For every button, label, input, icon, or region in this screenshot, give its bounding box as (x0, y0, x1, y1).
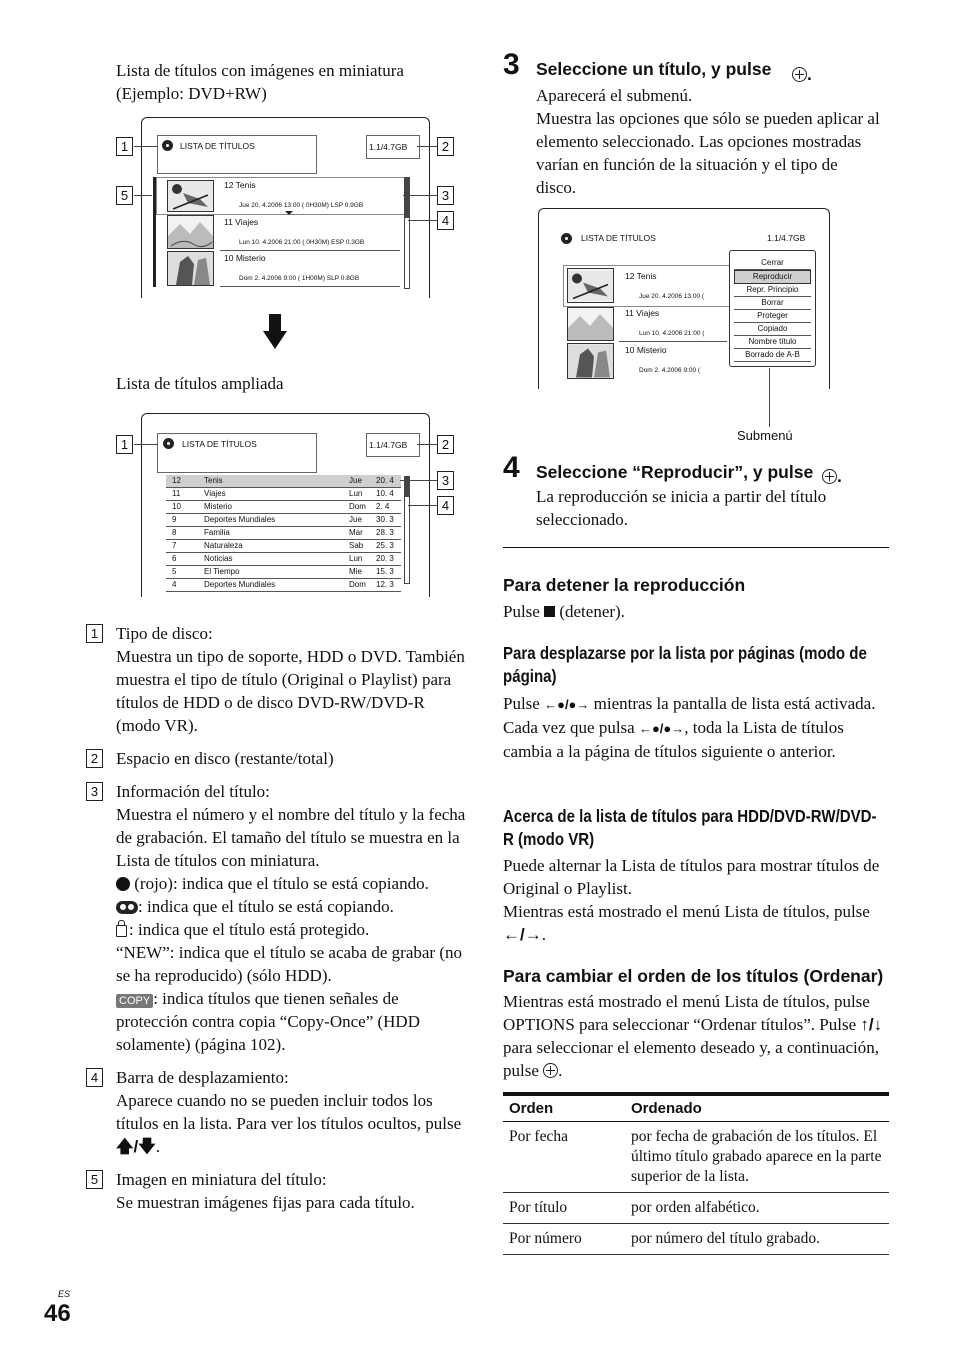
submenu-screen (538, 208, 830, 389)
thumbnail-misterio (567, 343, 614, 379)
callout-number: 3 (437, 186, 454, 205)
table-row[interactable] (166, 540, 401, 553)
enter-button-icon (543, 1063, 558, 1078)
caret-down-icon (285, 211, 293, 215)
row-date: 28. 3 (376, 528, 394, 537)
stop-body: Pulse (detener). (503, 602, 625, 621)
title-name[interactable]: 12 Tenis (224, 180, 256, 190)
hdd-heading: Acerca de la lista de títulos para HDD/DVD-RW/DVD-R (modo VR) (503, 806, 877, 849)
callout-leader (417, 444, 437, 445)
section-divider (503, 547, 889, 548)
table-header: Ordenado (625, 1094, 889, 1122)
row-date: 12. 3 (376, 580, 394, 589)
submenu-item[interactable]: Nombre título (734, 336, 811, 349)
sort-heading: Para cambiar el orden de los títulos (Ordenar) (503, 966, 884, 986)
table-row[interactable] (166, 527, 401, 540)
table-row: Por título por orden alfabético. (503, 1193, 889, 1224)
page-number: 46 (44, 1300, 71, 1327)
row-date: 15. 3 (376, 567, 394, 576)
thumbnail-tenis (167, 180, 214, 212)
left-right-arrow-icon: ←/→ (503, 925, 542, 944)
row-n: 6 (172, 554, 177, 563)
row-day: Dom (349, 580, 366, 589)
thumbnail-tenis (567, 268, 614, 303)
step3-body: Aparecerá el submenú. Muestra las opciones que sólo se pueden aplicar al elemento seleccionado. Las opciones mostradas varían en función de la situación y el tipo de disco. (536, 86, 880, 197)
thumbnail-title-list-screen (141, 117, 430, 298)
row-name: Naturaleza (204, 541, 243, 550)
up-down-arrow-icon: 🡅/🡇 (116, 1137, 156, 1156)
callout-leader (417, 146, 437, 147)
title-info: Jue 20. 4.2006 13:00 ( 0H30M) LSP 0.9GB (239, 202, 364, 209)
table-header: Orden (503, 1094, 625, 1122)
prev-next-icon: ←●/●→ (638, 721, 685, 736)
submenu-label: Submenú (737, 428, 793, 443)
row-date: 25. 3 (376, 541, 394, 550)
step-number: 3 (503, 48, 520, 81)
row-n: 9 (172, 515, 177, 524)
callout-leader (134, 195, 152, 196)
title-info: Lun 10. 4.2006 21:00 ( 0H30M) ESP 0.3GB (239, 239, 365, 246)
scroll-bar[interactable] (404, 476, 410, 584)
enter-button-icon: . (792, 63, 812, 86)
row-name: Misterio (204, 502, 233, 511)
disc-space: 1.1/4.7GB (369, 142, 408, 152)
thumbnail-misterio (167, 251, 214, 286)
record-dot-icon (116, 877, 130, 891)
row-day: Mar (349, 528, 363, 537)
row-divider (220, 250, 400, 251)
row-name: Deportes Mundiales (204, 580, 276, 589)
legend-item-2: 2 Espacio en disco (restante/total) (86, 747, 471, 770)
copy-once-badge: COPY (116, 994, 153, 1008)
callout-number: 1 (116, 435, 133, 454)
disc-space: 1.1/4.7GB (767, 233, 806, 243)
row-day: Sab (349, 541, 364, 550)
callout-leader (403, 195, 437, 196)
stop-icon (544, 606, 555, 617)
arrow-down-icon-head (263, 331, 287, 349)
row-name: Tenis (204, 476, 223, 485)
title-name[interactable]: 11 Viajes (625, 308, 660, 318)
up-down-arrow-icon: ↑/↓ (860, 1015, 883, 1034)
title-name[interactable]: 10 Misterio (224, 253, 266, 263)
table-row: Por número por número del título grabado. (503, 1224, 889, 1255)
prev-next-icon: ←●/●→ (544, 697, 590, 712)
step-number: 4 (503, 451, 520, 484)
title-info: Lun 10. 4.2006 21:00 ( (639, 330, 705, 337)
row-n: 12 (172, 476, 181, 485)
submenu-item[interactable]: Proteger (734, 310, 811, 323)
callout-number: 2 (437, 435, 454, 454)
row-date: 20. 4 (376, 476, 394, 485)
sort-table-wrapper (503, 1092, 889, 1255)
row-name: Noticias (204, 554, 233, 563)
legend-item-5: 5 Imagen en miniatura del título: Se muestran imágenes fijas para cada título. (86, 1168, 471, 1214)
legend-item-4: 4 Barra de desplazamiento: Aparece cuando no se pueden incluir todos los títulos en la lista. Para ver los títulos ocultos, pulse 🡅/🡇. (86, 1066, 471, 1158)
submenu-item[interactable]: Copiado (734, 323, 811, 336)
table-row[interactable] (166, 514, 401, 527)
row-name: Familia (204, 528, 230, 537)
table-row[interactable] (166, 488, 401, 501)
callout-number: 4 (437, 496, 454, 515)
submenu-item[interactable]: Reproducir (734, 270, 811, 284)
row-date: 2. 4 (376, 502, 390, 511)
table-row: Por fecha por fecha de grabación de los títulos. El último título grabado aparece en la parte superior de la lista. (503, 1122, 889, 1193)
sort-body: Mientras está mostrado el menú Lista de títulos, pulse OPTIONS para seleccionar “Ordenar títulos”. Pulse ↑/↓ para seleccionar el elemento deseado y, a continuación, pulse . (503, 992, 883, 1080)
thumbnail-viajes (167, 215, 214, 249)
language-code: ES (58, 1289, 71, 1299)
submenu-item[interactable]: Repr. Principio (734, 284, 811, 297)
row-n: 4 (172, 580, 177, 589)
table-row[interactable] (166, 501, 401, 514)
title-info: Jue 20. 4.2006 13:00 ( (639, 293, 705, 300)
row-date: 20. 3 (376, 554, 394, 563)
screen-header: LISTA DE TÍTULOS (180, 141, 255, 151)
thumbnail-viajes (567, 307, 614, 341)
step4-heading: Seleccione “Reproducir”, y pulse (536, 462, 814, 482)
row-divider (619, 341, 727, 342)
row-divider (220, 286, 400, 287)
expanded-title-list-screen (141, 413, 430, 597)
row-n: 10 (172, 502, 181, 511)
scroll-bar[interactable] (404, 177, 410, 289)
row-date: 10. 4 (376, 489, 394, 498)
legend-item-1: 1 Tipo de disco: Muestra un tipo de soporte, HDD o DVD. También muestra el tipo de título (Original o Playlist) para títulos de HDD o de disco DVD-RW/DVD-R (modo VR). (86, 622, 471, 737)
row-n: 5 (172, 567, 177, 576)
row-name: El Tiempo (204, 567, 240, 576)
dubbing-icon (116, 901, 138, 914)
page-mode-body: Pulse ←●/●→ mientras la pantalla de lista está activada. Cada vez que pulsa ←●/●→, toda la Lista de títulos cambia a la página de títulos siguiente o anterior. (503, 694, 876, 761)
screen-header: LISTA DE TÍTULOS (581, 233, 656, 243)
title-info: Dom 2. 4.2006 9:00 ( (639, 367, 701, 374)
row-day: Dom (349, 502, 366, 511)
legend-items (86, 622, 471, 1214)
disc-icon (163, 438, 174, 449)
disc-icon (162, 140, 173, 151)
title-name[interactable]: 11 Viajes (224, 217, 259, 227)
callout-leader (400, 480, 437, 481)
submenu-item[interactable]: Borrado de A-B (734, 349, 811, 362)
row-name: Viajes (204, 489, 226, 498)
disc-space: 1.1/4.7GB (369, 440, 408, 450)
arrow-down-icon (269, 314, 281, 332)
caption-thumbnail-list: Lista de títulos con imágenes en miniatura (Ejemplo: DVD+RW) (116, 61, 404, 103)
row-day: Jue (349, 515, 362, 524)
submenu-leader (769, 368, 770, 427)
row-n: 7 (172, 541, 177, 550)
legend-item-3: 3 Información del título: Muestra el número y el nombre del título y la fecha de grabación. El tamaño del título se muestra en la Lista de títulos con miniatura. (rojo): indica que el título se está copiando. : indica que el título se está copiando. : indica que el título está protegido. “NEW”: indica que el título se acaba de grabar (no se ha reproducido) (sólo HDD). COPY : indica títulos que tienen señales de protección contra copia “Copy-Once” (HDD solamente) (página 102). (86, 780, 471, 1056)
row-name: Deportes Mundiales (204, 515, 276, 524)
enter-button-icon: . (822, 465, 842, 488)
title-info: Dom 2. 4.2006 9:00 ( 1H00M) SLP 0.8GB (239, 275, 360, 282)
lock-icon (116, 925, 127, 937)
step4-body: La reproducción se inicia a partir del título seleccionado. (536, 487, 827, 529)
table-row[interactable] (166, 553, 401, 566)
row-day: Jue (349, 476, 362, 485)
title-name[interactable]: 10 Misterio (625, 345, 667, 355)
row-day: Mie (349, 567, 362, 576)
row-n: 8 (172, 528, 177, 537)
callout-number: 5 (116, 186, 133, 205)
stop-heading: Para detener la reproducción (503, 575, 746, 595)
caption-expanded-list: Lista de títulos ampliada (116, 374, 284, 393)
thumb-column-bracket (153, 177, 156, 287)
callout-leader (408, 505, 437, 506)
submenu-item[interactable]: Cerrar (734, 257, 811, 270)
sort-table (503, 1092, 889, 1255)
table-row[interactable] (166, 566, 401, 579)
row-date: 30. 3 (376, 515, 394, 524)
disc-icon (561, 233, 572, 244)
table-row[interactable] (166, 475, 401, 488)
callout-number: 3 (437, 471, 454, 490)
row-day: Lun (349, 489, 363, 498)
callout-number: 1 (116, 137, 133, 156)
callout-leader (408, 220, 437, 221)
submenu-item[interactable]: Borrar (734, 297, 811, 310)
table-row[interactable] (166, 579, 401, 592)
callout-leader (134, 444, 158, 445)
step3-heading: Seleccione un título, y pulse (536, 59, 772, 79)
hdd-body: Puede alternar la Lista de títulos para mostrar títulos de Original o Playlist. Mientras está mostrado el menú Lista de títulos, pulse ←/→. (503, 856, 880, 944)
callout-number: 4 (437, 211, 454, 230)
submenu-panel (729, 250, 816, 367)
callout-number: 2 (437, 137, 454, 156)
title-name[interactable]: 12 Tenis (625, 271, 657, 281)
row-day: Lun (349, 554, 363, 563)
row-n: 11 (172, 489, 181, 498)
callout-leader (134, 146, 158, 147)
screen-header: LISTA DE TÍTULOS (182, 439, 257, 449)
page-mode-heading: Para desplazarse por la lista por páginas (modo de página) (503, 643, 867, 686)
